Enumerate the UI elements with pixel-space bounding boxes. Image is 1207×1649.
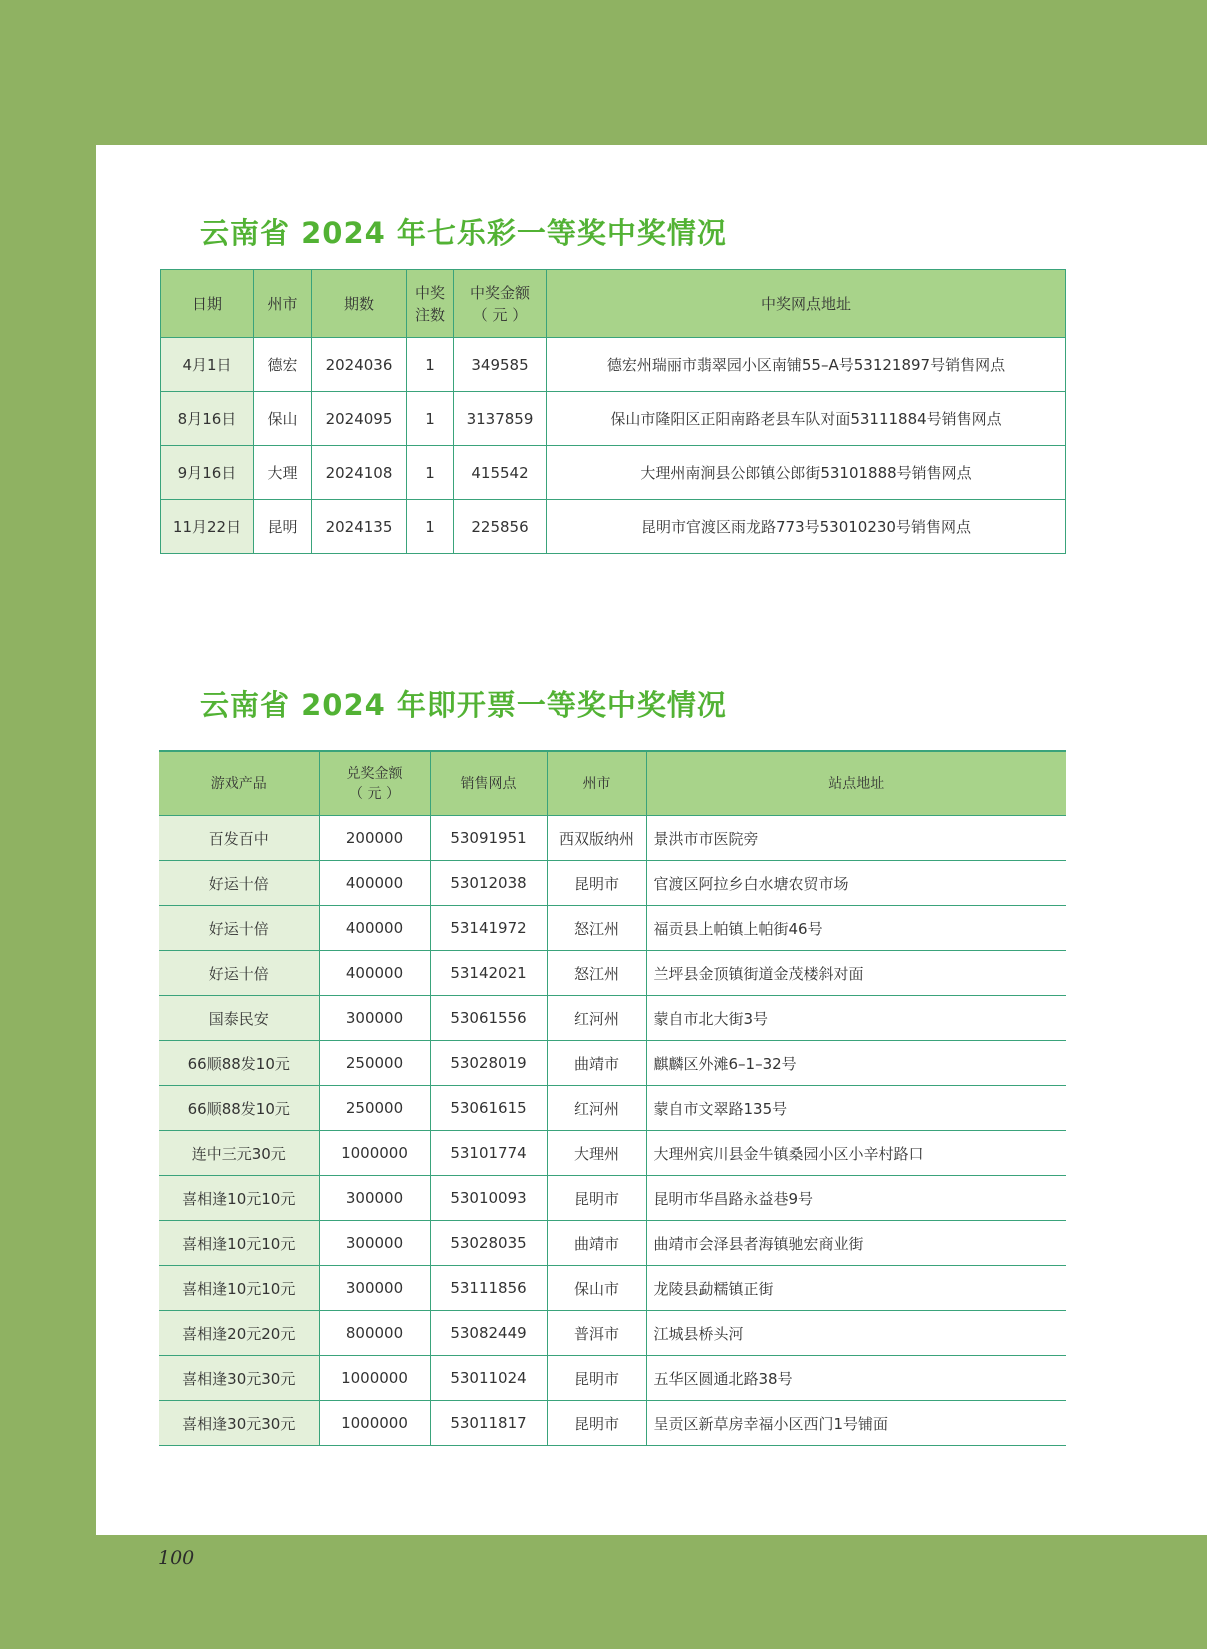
table-row: [159, 861, 1066, 906]
header-address: 中奖网点地址: [547, 270, 1066, 338]
cell-outlet: 53028019: [430, 1041, 547, 1086]
cell-amount: 225856: [454, 500, 547, 554]
cell-prize-amount: 400000: [319, 951, 430, 996]
cell-game: 66顺88发10元: [159, 1086, 319, 1131]
cell-city: 大理州: [547, 1131, 646, 1176]
table-row: [159, 1176, 1066, 1221]
cell-city: 保山: [254, 392, 312, 446]
header-amount: [454, 270, 547, 338]
table2-header-row: [159, 751, 1066, 816]
cell-address: 昆明市官渡区雨龙路773号53010230号销售网点: [547, 500, 1066, 554]
cell-outlet: 53028035: [430, 1221, 547, 1266]
cell-issue: 2024095: [312, 392, 407, 446]
cell-date: 8月16日: [161, 392, 254, 446]
cell-game: 喜相逢20元20元: [159, 1311, 319, 1356]
cell-city: 曲靖市: [547, 1041, 646, 1086]
cell-site-address: 曲靖市会泽县者海镇驰宏商业街: [646, 1221, 1066, 1266]
cell-game: 喜相逢30元30元: [159, 1401, 319, 1446]
cell-outlet: 53091951: [430, 816, 547, 861]
cell-issue: 2024135: [312, 500, 407, 554]
cell-count: 1: [407, 338, 454, 392]
cell-city: 普洱市: [547, 1311, 646, 1356]
cell-site-address: 龙陵县勐糯镇正街: [646, 1266, 1066, 1311]
cell-count: 1: [407, 446, 454, 500]
cell-prize-amount: 200000: [319, 816, 430, 861]
header-count-line2: 注数: [414, 305, 445, 324]
table-row: [159, 1356, 1066, 1401]
cell-amount: 3137859: [454, 392, 547, 446]
cell-prize-amount: 400000: [319, 906, 430, 951]
cell-prize-amount: 250000: [319, 1086, 430, 1131]
cell-city: 怒江州: [547, 951, 646, 996]
cell-site-address: 福贡县上帕镇上帕街46号: [646, 906, 1066, 951]
cell-outlet: 53061615: [430, 1086, 547, 1131]
cell-game: 喜相逢10元10元: [159, 1221, 319, 1266]
cell-game: 百发百中: [159, 816, 319, 861]
cell-city: 昆明: [254, 500, 312, 554]
cell-outlet: 53011817: [430, 1401, 547, 1446]
header-amount-line2: （ 元 ）: [472, 305, 528, 324]
cell-game: 好运十倍: [159, 951, 319, 996]
cell-prize-amount: 300000: [319, 1266, 430, 1311]
header-prize-amount-line2: （ 元 ）: [349, 785, 400, 802]
cell-address: 保山市隆阳区正阳南路老县车队对面53111884号销售网点: [547, 392, 1066, 446]
cell-date: 11月22日: [161, 500, 254, 554]
cell-game: 好运十倍: [159, 906, 319, 951]
cell-site-address: 昆明市华昌路永益巷9号: [646, 1176, 1066, 1221]
cell-address: 大理州南涧县公郎镇公郎街53101888号销售网点: [547, 446, 1066, 500]
table-row: [159, 906, 1066, 951]
cell-game: 连中三元30元: [159, 1131, 319, 1176]
cell-city: 保山市: [547, 1266, 646, 1311]
cell-outlet: 53061556: [430, 996, 547, 1041]
cell-game: 好运十倍: [159, 861, 319, 906]
cell-count: 1: [407, 392, 454, 446]
header-outlet: 销售网点: [430, 751, 547, 816]
cell-issue: 2024036: [312, 338, 407, 392]
cell-city: 曲靖市: [547, 1221, 646, 1266]
cell-city: 昆明市: [547, 1356, 646, 1401]
table-row: [159, 1221, 1066, 1266]
cell-city: 昆明市: [547, 1176, 646, 1221]
cell-outlet: 53082449: [430, 1311, 547, 1356]
cell-prize-amount: 300000: [319, 1176, 430, 1221]
page-number: 100: [158, 1547, 195, 1569]
cell-date: 4月1日: [161, 338, 254, 392]
table-row: [159, 1041, 1066, 1086]
table-row: [161, 392, 1066, 446]
cell-outlet: 53101774: [430, 1131, 547, 1176]
cell-city: 昆明市: [547, 861, 646, 906]
header-date: 日期: [161, 270, 254, 338]
header-city: 州市: [254, 270, 312, 338]
cell-city: 昆明市: [547, 1401, 646, 1446]
cell-site-address: 蒙自市北大街3号: [646, 996, 1066, 1041]
cell-date: 9月16日: [161, 446, 254, 500]
cell-amount: 415542: [454, 446, 547, 500]
page: [96, 145, 1207, 1535]
cell-game: 喜相逢10元10元: [159, 1176, 319, 1221]
cell-outlet: 53142021: [430, 951, 547, 996]
cell-site-address: 麒麟区外滩6–1–32号: [646, 1041, 1066, 1086]
cell-prize-amount: 250000: [319, 1041, 430, 1086]
cell-site-address: 蒙自市文翠路135号: [646, 1086, 1066, 1131]
cell-issue: 2024108: [312, 446, 407, 500]
cell-prize-amount: 400000: [319, 861, 430, 906]
cell-outlet: 53141972: [430, 906, 547, 951]
cell-site-address: 大理州宾川县金牛镇桑园小区小辛村路口: [646, 1131, 1066, 1176]
table-row: [159, 1401, 1066, 1446]
cell-city: 大理: [254, 446, 312, 500]
cell-outlet: 53111856: [430, 1266, 547, 1311]
table-row: [159, 951, 1066, 996]
cell-site-address: 江城县桥头河: [646, 1311, 1066, 1356]
cell-prize-amount: 1000000: [319, 1131, 430, 1176]
cell-game: 喜相逢10元10元: [159, 1266, 319, 1311]
cell-count: 1: [407, 500, 454, 554]
cell-prize-amount: 1000000: [319, 1401, 430, 1446]
header-issue: 期数: [312, 270, 407, 338]
cell-site-address: 官渡区阿拉乡白水塘农贸市场: [646, 861, 1066, 906]
cell-site-address: 兰坪县金顶镇街道金茂楼斜对面: [646, 951, 1066, 996]
header-count-line1: 中奖: [414, 283, 445, 302]
table2: [159, 750, 1066, 1446]
cell-city: 红河州: [547, 996, 646, 1041]
header-city: 州市: [547, 751, 646, 816]
cell-city: 西双版纳州: [547, 816, 646, 861]
table1: [160, 269, 1066, 554]
cell-outlet: 53011024: [430, 1356, 547, 1401]
header-game: 游戏产品: [159, 751, 319, 816]
cell-prize-amount: 1000000: [319, 1356, 430, 1401]
table-row: [159, 996, 1066, 1041]
header-prize-amount: [319, 751, 430, 816]
header-prize-amount-line1: 兑奖金额: [346, 765, 403, 782]
table-row: [159, 1311, 1066, 1356]
cell-city: 怒江州: [547, 906, 646, 951]
table-row: [159, 1266, 1066, 1311]
table-row: [159, 1131, 1066, 1176]
cell-prize-amount: 300000: [319, 996, 430, 1041]
cell-prize-amount: 300000: [319, 1221, 430, 1266]
table-row: [161, 500, 1066, 554]
table2-title: 云南省 2024 年即开票一等奖中奖情况: [200, 688, 727, 722]
table1-title: 云南省 2024 年七乐彩一等奖中奖情况: [200, 216, 727, 250]
table-row: [159, 1086, 1066, 1131]
table-row: [159, 816, 1066, 861]
table-row: [161, 446, 1066, 500]
cell-site-address: 呈贡区新草房幸福小区西门1号铺面: [646, 1401, 1066, 1446]
cell-city: 德宏: [254, 338, 312, 392]
cell-outlet: 53012038: [430, 861, 547, 906]
cell-address: 德宏州瑞丽市翡翠园小区南铺55–A号53121897号销售网点: [547, 338, 1066, 392]
header-amount-line1: 中奖金额: [469, 283, 530, 302]
cell-city: 红河州: [547, 1086, 646, 1131]
header-count: [407, 270, 454, 338]
cell-site-address: 五华区圆通北路38号: [646, 1356, 1066, 1401]
cell-game: 国泰民安: [159, 996, 319, 1041]
cell-site-address: 景洪市市医院旁: [646, 816, 1066, 861]
table1-header-row: [161, 270, 1066, 338]
cell-game: 喜相逢30元30元: [159, 1356, 319, 1401]
table-row: [161, 338, 1066, 392]
cell-outlet: 53010093: [430, 1176, 547, 1221]
header-site-address: 站点地址: [646, 751, 1066, 816]
cell-game: 66顺88发10元: [159, 1041, 319, 1086]
cell-amount: 349585: [454, 338, 547, 392]
cell-prize-amount: 800000: [319, 1311, 430, 1356]
